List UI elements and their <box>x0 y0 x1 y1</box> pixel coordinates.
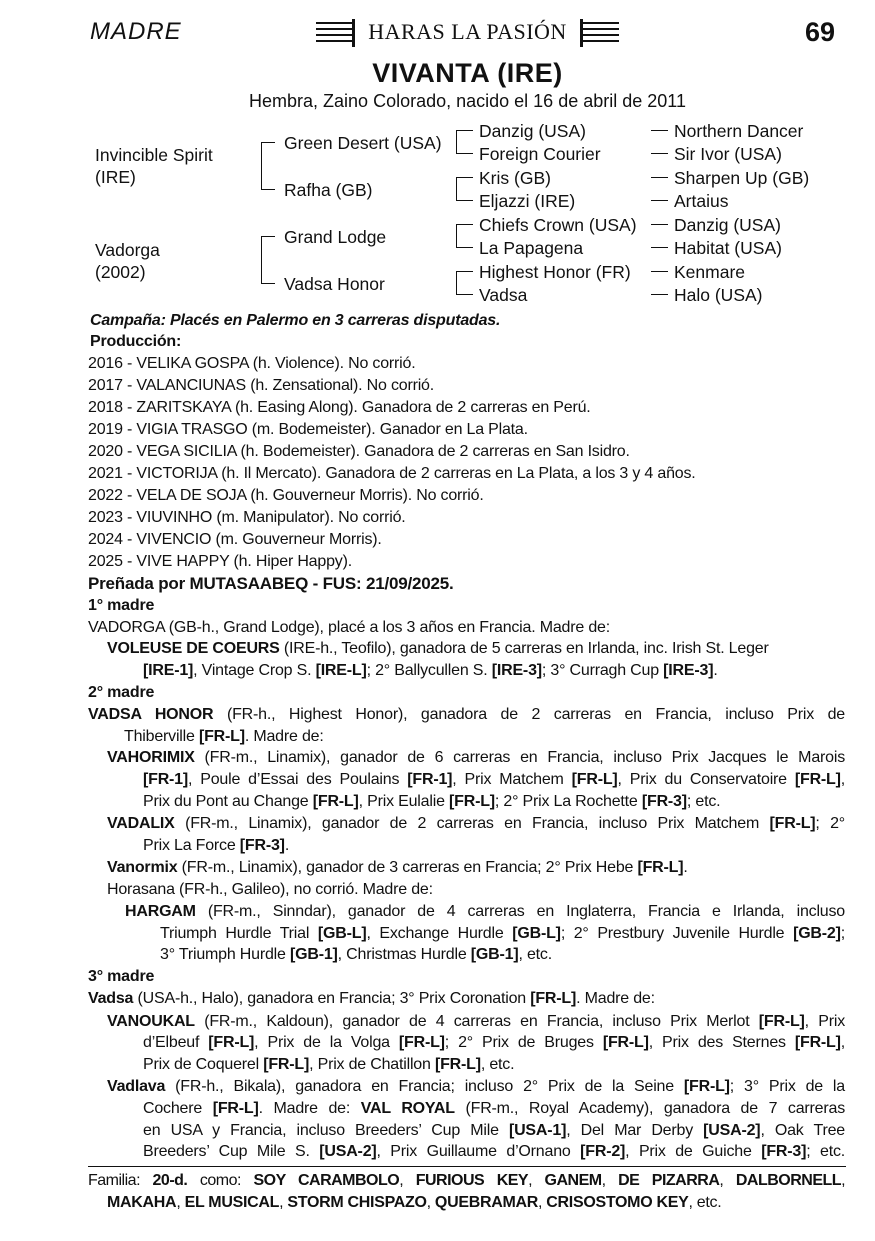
pedigree-gen3: Foreign Courier <box>479 144 601 164</box>
family-divider <box>88 1166 846 1167</box>
bracket <box>456 153 473 154</box>
offspring-name: VAHORIMIX <box>107 749 195 766</box>
bracket <box>456 224 457 247</box>
offspring-name: HARGAM <box>125 903 196 920</box>
pedigree-gen2: Green Desert (USA) <box>284 133 442 153</box>
pedigree-dash <box>651 153 668 154</box>
dam2-name: VADSA HONOR <box>88 706 214 723</box>
production-item: 2018 - ZARITSKAYA (h. Easing Along). Ganadora de 2 carreras en Perú. <box>88 399 591 416</box>
pedigree-gen3: Vadsa <box>479 285 528 305</box>
family-member: SOY CARAMBOLO <box>253 1172 400 1189</box>
pedigree-gen3: Danzig (USA) <box>479 121 586 141</box>
pedigree-dash <box>651 177 668 178</box>
dam1-line: VADORGA (GB-h., Grand Lodge), placé a los 3 años en Francia. Madre de: <box>88 619 610 636</box>
offspring-name: Vanormix <box>107 859 178 876</box>
pedigree-gen3: La Papagena <box>479 238 584 258</box>
pedigree-gen4: Sir Ivor (USA) <box>674 144 782 164</box>
brand-lines-left <box>316 22 352 44</box>
production-item: 2022 - VELA DE SOJA (h. Gouverneur Morris). No corrió. <box>88 487 484 504</box>
brand-lines-right <box>583 22 619 44</box>
bracket <box>261 142 275 143</box>
production-heading: Producción: <box>90 333 182 350</box>
pedigree-gen4: Halo (USA) <box>674 285 763 305</box>
offspring-vadalix-cont: Prix La Force [FR-3]. <box>143 837 290 854</box>
bracket <box>261 236 262 283</box>
dam-name: Vadorga <box>95 240 160 260</box>
bracket <box>456 224 473 225</box>
production-item: 2021 - VICTORIJA (h. Il Mercato). Ganadora de 2 carreras en La Plata, a los 3 y 4 años. <box>88 465 696 482</box>
offspring-voleuse-cont: [IRE-1], Vintage Crop S. [IRE-L]; 2° Ballycullen S. [IRE-3]; 3° Curragh Cup [IRE-3]. <box>143 662 718 679</box>
brand-bar-left <box>352 19 355 47</box>
bracket <box>456 271 457 294</box>
dam2-heading: 2° madre <box>88 684 155 701</box>
family-member: QUEBRAMAR <box>434 1194 538 1211</box>
family-member: DE PIZARRA <box>618 1172 720 1189</box>
pedigree-gen2: Grand Lodge <box>284 227 387 247</box>
pedigree-gen4: Artaius <box>674 191 729 211</box>
family-member: STORM CHISPAZO <box>287 1194 427 1211</box>
offspring-voleuse: VOLEUSE DE COEURS (IRE-h., Teofilo), ganadora de 5 carreras en Irlanda, inc. Irish St. Leger <box>107 640 769 657</box>
pedigree-gen4: Sharpen Up (GB) <box>674 168 810 188</box>
bracket <box>456 294 473 295</box>
brand-logo <box>316 18 619 48</box>
bracket <box>261 236 275 237</box>
family-number: 20-d. <box>152 1172 188 1189</box>
offspring-name: VANOUKAL <box>107 1013 195 1030</box>
offspring-hargam-cont: 3° Triumph Hurdle [GB-1], Christmas Hurdle [GB-1], etc. <box>160 946 552 963</box>
offspring-name: Vadlava <box>107 1078 166 1095</box>
offspring-name: VAL ROYAL <box>360 1100 455 1117</box>
dam3-heading: 3° madre <box>88 968 155 985</box>
dam2-line: VADSA HONOR (FR-h., Highest Honor), ganadora de 2 carreras en Francia, incluso Prix de <box>88 706 845 723</box>
pedigree-gen3: Chiefs Crown (USA) <box>479 215 637 235</box>
production-item: 2017 - VALANCIUNAS (h. Zensational). No corrió. <box>88 377 434 394</box>
dam1-heading: 1° madre <box>88 597 155 614</box>
page-number: 69 <box>805 17 836 47</box>
offspring-vahorimix-cont: Prix du Pont au Change [FR-L], Prix Eulalie [FR-L]; 2° Prix La Rochette [FR-3]; etc. <box>143 793 721 810</box>
section-label: MADRE <box>90 18 182 45</box>
offspring-vadlava-cont: Breeders’ Cup Mile S. [USA-2], Prix Guillaume d’Ornano [FR-2], Prix de Guiche [FR-3]; etc. <box>143 1143 846 1160</box>
bracket <box>456 177 457 200</box>
offspring-vadlava-cont: Cochere [FR-L]. Madre de: VAL ROYAL (FR-m., Royal Academy), ganadora de 7 carreras <box>143 1100 845 1117</box>
bracket <box>456 130 457 153</box>
pedigree-gen2: Vadsa Honor <box>284 274 385 294</box>
offspring-vanoukal-cont: Prix de Coquerel [FR-L], Prix de Chatillon [FR-L], etc. <box>143 1056 515 1073</box>
dam3-line: Vadsa (USA-h., Halo), ganadora en Francia; 3° Prix Coronation [FR-L]. Madre de: <box>88 990 655 1007</box>
pedigree-gen4: Kenmare <box>674 262 746 282</box>
family-member: CRISOSTOMO KEY <box>546 1194 689 1211</box>
pedigree-gen2: Rafha (GB) <box>284 180 373 200</box>
sire-name: Invincible Spirit <box>95 145 213 165</box>
offspring-hargam: HARGAM (FR-m., Sinndar), ganador de 4 carreras en Inglaterra, Francia e Irlanda, incluso <box>125 903 845 920</box>
dam2-line-cont: Thiberville [FR-L]. Madre de: <box>124 728 324 745</box>
pedigree-dash <box>651 224 668 225</box>
family-line-cont: MAKAHA, EL MUSICAL, STORM CHISPAZO, QUEBRAMAR, CRISOSTOMO KEY, etc. <box>107 1194 722 1211</box>
production-item: 2019 - VIGIA TRASGO (m. Bodemeister). Ganador en La Plata. <box>88 421 528 438</box>
bracket <box>456 177 473 178</box>
campaign-line: Campaña: Placés en Palermo en 3 carreras disputadas. <box>90 312 501 329</box>
family-member: DALBORNELL <box>735 1172 842 1189</box>
offspring-vanoukal: VANOUKAL (FR-m., Kaldoun), ganador de 4 carreras en Francia, incluso Prix Merlot [FR-L], Prix <box>107 1013 845 1030</box>
family-member: MAKAHA <box>107 1194 177 1211</box>
pedigree-dash <box>651 271 668 272</box>
offspring-vahorimix-cont: [FR-1], Poule d’Essai des Poulains [FR-1], Prix Matchem [FR-L], Prix du Conservatoire [FR-L], <box>143 771 846 788</box>
family-member: EL MUSICAL <box>184 1194 280 1211</box>
horse-description: Hembra, Zaino Colorado, nacido el 16 de abril de 2011 <box>249 91 686 111</box>
brand-name: HARAS LA PASIÓN <box>368 19 567 44</box>
pregnancy-line: Preñada por MUTASAABEQ - FUS: 21/09/2025. <box>88 574 454 593</box>
bracket <box>456 247 473 248</box>
bracket <box>456 130 473 131</box>
production-item: 2020 - VEGA SICILIA (h. Bodemeister). Ganadora de 2 carreras en San Isidro. <box>88 443 630 460</box>
offspring-vanoukal-cont: d’Elbeuf [FR-L], Prix de la Volga [FR-L]; 2° Prix de Bruges [FR-L], Prix des Sternes [FR-L], <box>143 1034 846 1051</box>
pedigree-dash <box>651 294 668 295</box>
pedigree-gen3: Eljazzi (IRE) <box>479 191 576 211</box>
pedigree-gen4: Northern Dancer <box>674 121 804 141</box>
pedigree-gen3: Kris (GB) <box>479 168 551 188</box>
bracket <box>261 142 262 189</box>
offspring-name: VOLEUSE DE COEURS <box>107 640 280 657</box>
pedigree-gen4: Danzig (USA) <box>674 215 781 235</box>
sire-country: (IRE) <box>95 167 136 187</box>
production-item: 2016 - VELIKA GOSPA (h. Violence). No corrió. <box>88 355 416 372</box>
family-member: FURIOUS KEY <box>415 1172 529 1189</box>
offspring-horasana: Horasana (FR-h., Galileo), no corrió. Madre de: <box>107 881 433 898</box>
offspring-vadalix: VADALIX (FR-m., Linamix), ganador de 2 carreras en Francia, incluso Prix Matchem [FR-L]; 2° <box>107 815 846 832</box>
production-item: 2024 - VIVENCIO (m. Gouverneur Morris). <box>88 531 382 548</box>
offspring-vadlava-cont: en USA y Francia, incluso Breeders’ Cup Mile [USA-1], Del Mar Derby [USA-2], Oak Tree <box>143 1122 845 1139</box>
bracket <box>261 189 275 190</box>
dam-year: (2002) <box>95 262 146 282</box>
horse-name: VIVANTA (IRE) <box>372 58 563 88</box>
bracket <box>456 271 473 272</box>
production-item: 2025 - VIVE HAPPY (h. Hiper Happy). <box>88 553 352 570</box>
pedigree-gen4: Habitat (USA) <box>674 238 782 258</box>
offspring-hargam-cont: Triumph Hurdle Trial [GB-L], Exchange Hurdle [GB-L]; 2° Prestbury Juvenile Hurdle [GB-2]; <box>160 925 845 942</box>
offspring-vahorimix: VAHORIMIX (FR-m., Linamix), ganador de 6 carreras en Francia, incluso Prix Jacques le Marois <box>107 749 845 766</box>
pedigree-dash <box>651 200 668 201</box>
bracket <box>261 283 275 284</box>
pedigree-gen3: Highest Honor (FR) <box>479 262 631 282</box>
offspring-name: VADALIX <box>107 815 175 832</box>
pedigree-dash <box>651 130 668 131</box>
family-line: Familia: 20-d. como: SOY CARAMBOLO, FURIOUS KEY, GANEM, DE PIZARRA, DALBORNELL, <box>88 1172 846 1189</box>
offspring-vadlava: Vadlava (FR-h., Bikala), ganadora en Francia; incluso 2° Prix de la Seine [FR-L]; 3° Prix de la <box>107 1078 845 1095</box>
offspring-vanormix: Vanormix (FR-m., Linamix), ganador de 3 carreras en Francia; 2° Prix Hebe [FR-L]. <box>107 859 688 876</box>
family-member: GANEM <box>544 1172 602 1189</box>
dam3-name: Vadsa <box>88 990 134 1007</box>
production-item: 2023 - VIUVINHO (m. Manipulator). No corrió. <box>88 509 406 526</box>
bracket <box>456 200 473 201</box>
pedigree-dash <box>651 247 668 248</box>
